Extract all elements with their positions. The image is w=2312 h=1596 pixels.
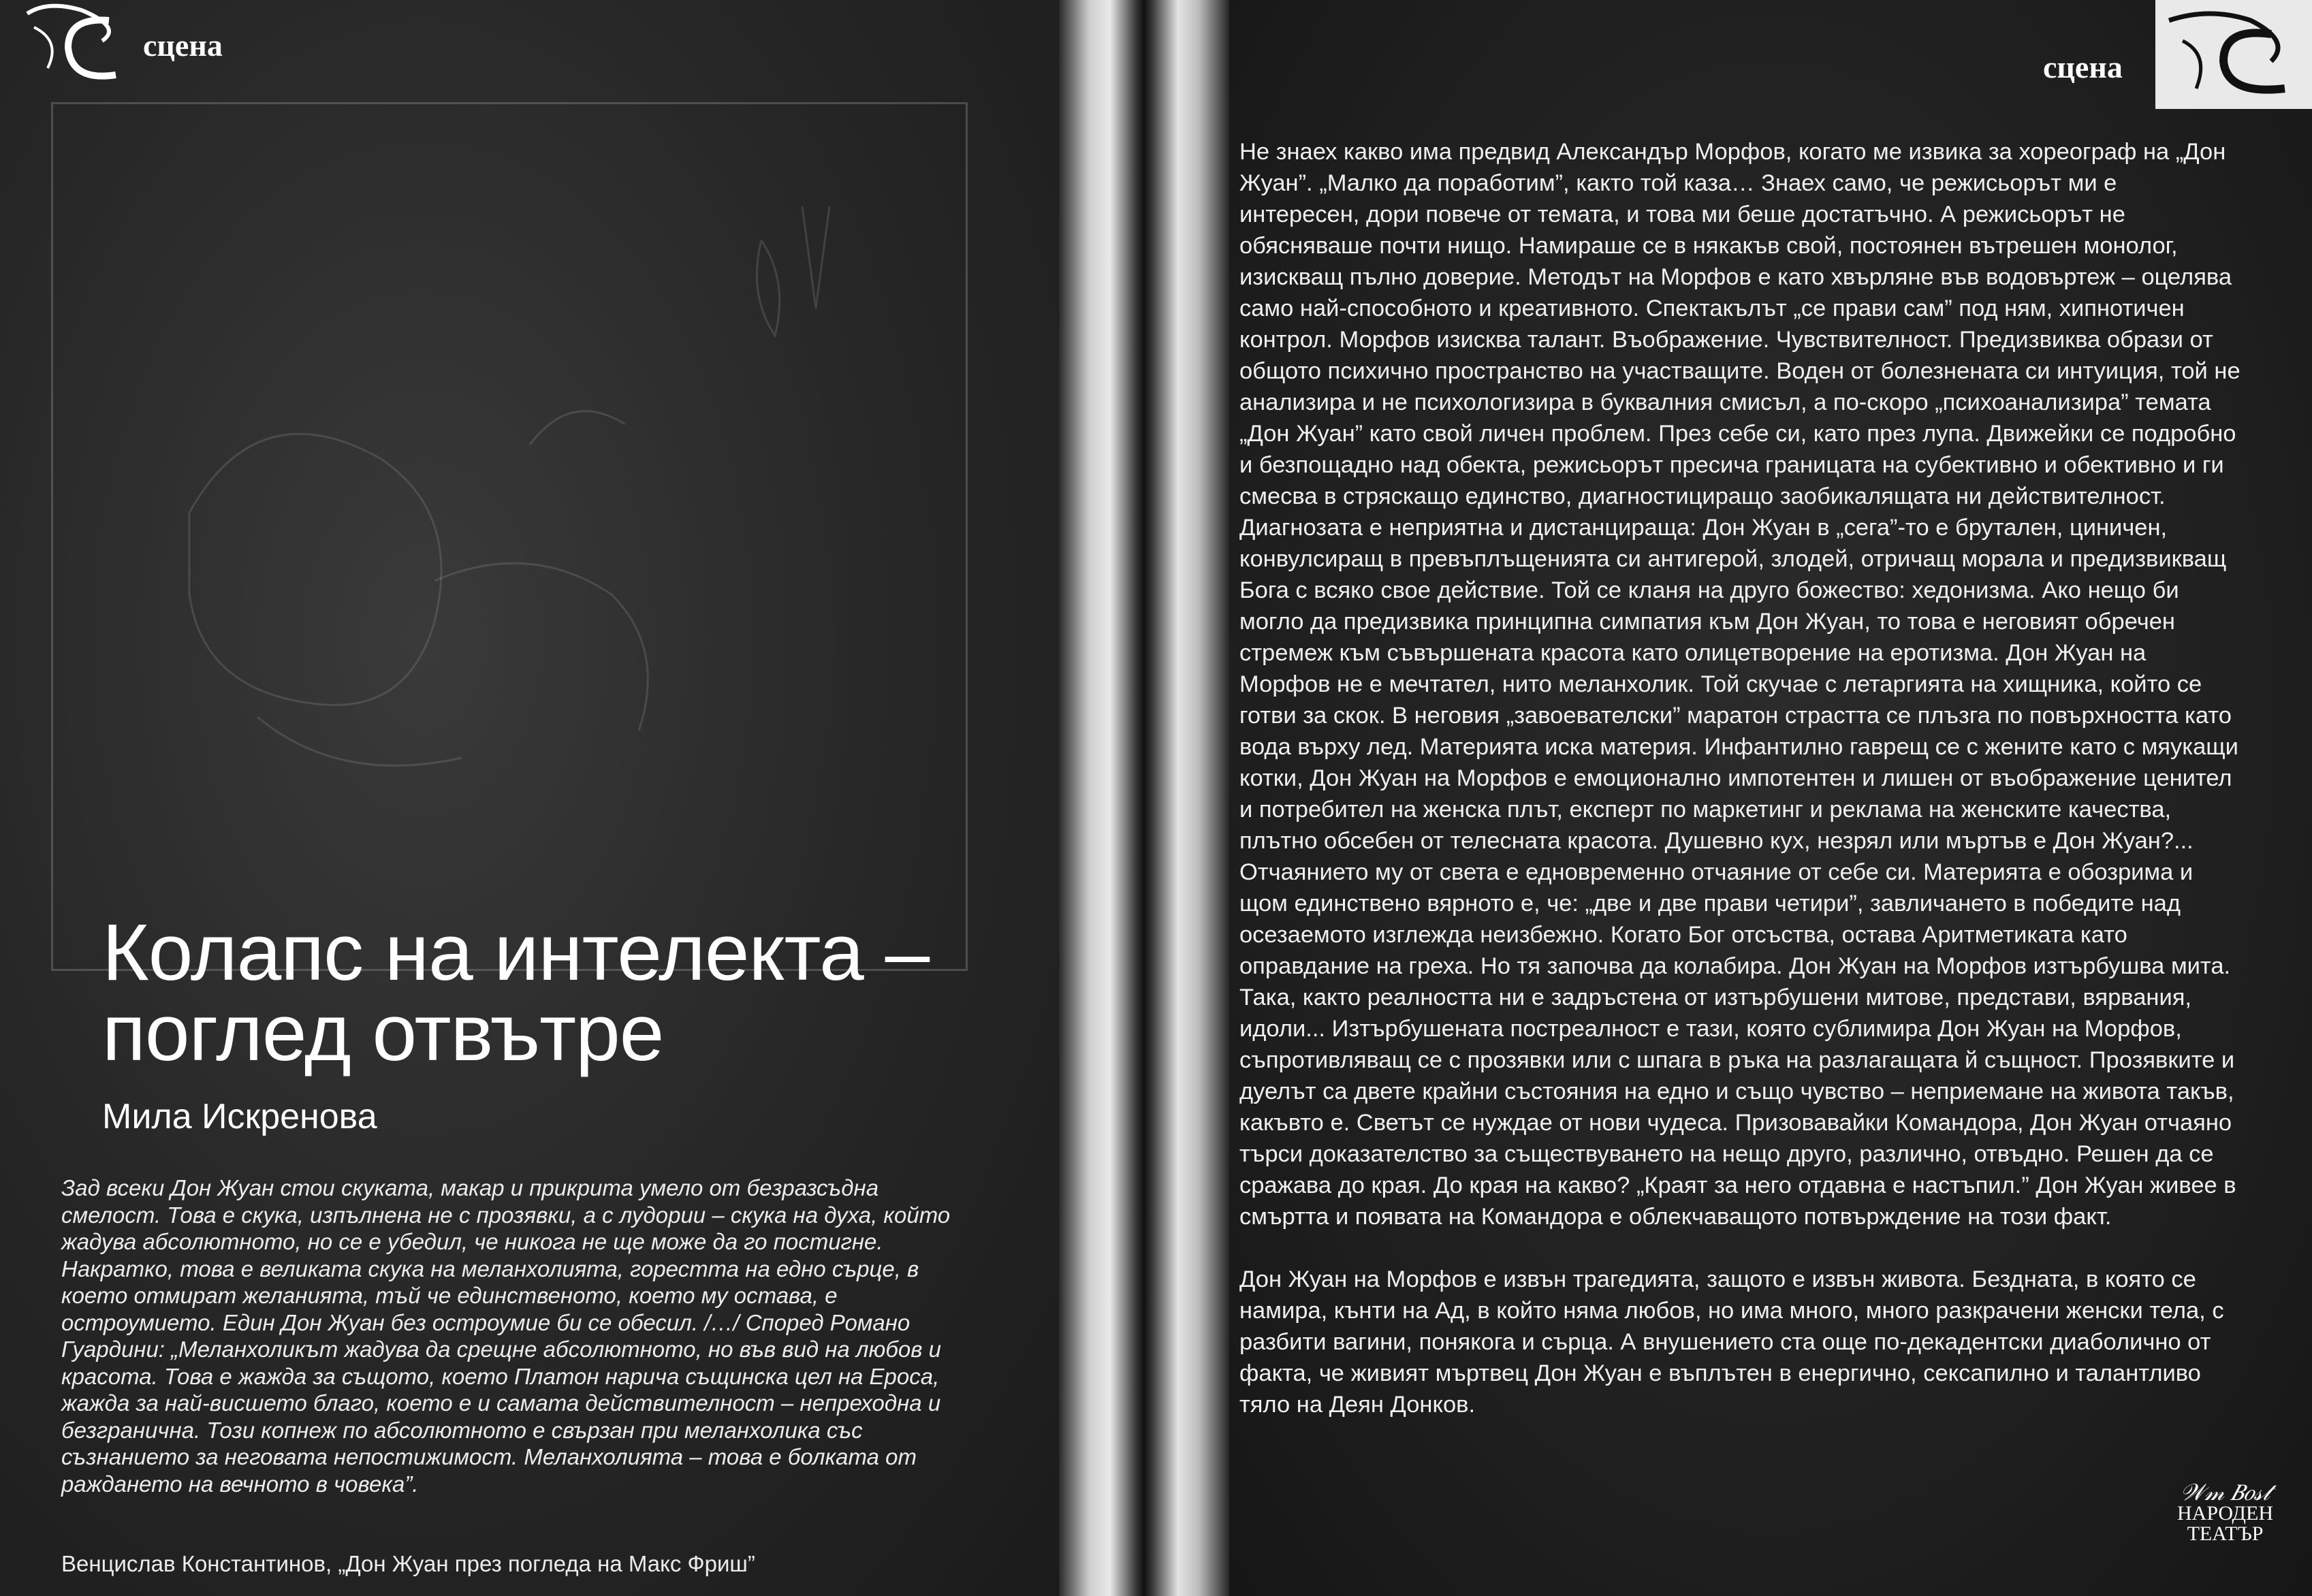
title-line-1: Колапс на интелекта – bbox=[102, 908, 930, 998]
body-paragraph-1: Не знаех какво има предвид Александър Морфов, когато ме извика за хореограф на „Дон Жуан”. „Малко да поработим”, както той каза… Знаех само, че режисьорът ми е интересен, дори повече от темата, и това ми беше достатъчно. А режисьорът не обясняваше почти нищо. Намираше се в някакъв свой, постоянен вътрешен монолог, изискващ пълно доверие. Методът на Морфов е като хвърляне във водовъртеж – оцелява само най-способното и креативното. Спектакълът „се прави сам” под ням, хипнотичен контрол. Морфов изисква талант. Въображение. Чувствителност. Предизвиква образи от общото психично пространство на участващите. Воден от болезнената си интуиция, той не анализира и не психологизира в буквалния смисъл, а по-скоро „психоанализира” темата „Дон Жуан” като свой личен проблем. През себе си, като през лупа. Движейки се подробно и безпощадно над обекта, режисьорът пресича границата на субективно и обективно и ги смесва в стряскащо единство, диагностициращо заобикалящата ни действителност. Диагнозата е неприятна и дистанцираща: Дон Жуан в „сега”-то е брутален, циничен, конвулсиращ в превъплъщенията си антигерой, злодей, отричащ морала и предизвикващ Бога с всяко свое действие. Той се кланя на друго божество: хедонизма. Ако нещо би могло да предизвика принципна симпатия към Дон Жуан, то това е неговият обречен стремеж към съвършената красота като олицетворение на еротизма. Дон Жуан на Морфов не е мечтател, нито меланхолик. Той скучае с летаргията на хищника, който се готви за скок. В неговия „завоевателски” маратон страстта се плъзга по повърхността като вода върху лед. Материята иска материя. Инфантилно гаврещ се с жените като с мяукащи котки, Дон Жуан на Морфов е емоционално импотентен и лишен от въображение ценител и потребител на женска плът, експерт по маркетинг и реклама на женските качества, плътно обсебен от телесната красота. Душевно кух, незрял или мъртъв е Дон Жуан?... Отчаянието му от света е едновременно отчаяние от себе си. Материята е обозрима и щом единствено вярното е, че: „две и две прави четири”, завличането в победите над осезаемото изглежда неизбежно. Когато Бог отсъства, остава Аритметиката като оправдание на греха. Но тя започва да колабира. Дон Жуан на Морфов изтърбушва мита. Така, както реалността ни е задръстена от изтърбушени митове, представи, вярвания, идоли... Изтърбушената постреалност е тази, която сублимира Дон Жуан на Морфов, съпротивляващ се с прозявки или с шпага в ръка на разлагащата й същност. Прозявките и дуелът са двете крайни състояния на едно и също чувство – неприемане на живота такъв, какъвто е. Светът се нуждае от нови чудеса. Призовавайки Командора, Дон Жуан отчаяно търси доказателство за съществуването на нещо друго, различно, отвъдно. Решен да се сражава до края. До края на какво? „Краят за него отдавна е настъпил.” Дон Жуан живее в смъртта и появата на Командора е облекчаващото потвърждение на този факт. bbox=[1239, 139, 2240, 1230]
national-theatre-stamp bbox=[2162, 1480, 2288, 1545]
right-page bbox=[1229, 0, 2312, 1596]
section-label: сцена bbox=[143, 28, 223, 63]
epigraph-source: Венцислав Константинов, „Дон Жуан през погледа на Макс Фриш” bbox=[61, 1551, 755, 1576]
section-label: сцена bbox=[2043, 50, 2123, 84]
stamp-line-2: ТЕАТЪР bbox=[2187, 1522, 2264, 1545]
line-drawing-illustration bbox=[53, 104, 966, 969]
left-page bbox=[0, 0, 1059, 1596]
theatre-logo-icon bbox=[2155, 0, 2312, 109]
article-body bbox=[1229, 136, 2240, 1452]
illustration-frame bbox=[51, 102, 968, 971]
epigraph-quote: Зад всеки Дон Жуан стои скуката, макар и прикрита умело от безразсъдна смелост. Това е скука, изпълнена не с прозявки, а с лудории – скука на духа, който жадува абсолютното, но се е убедил, че никога не ще може да го постигне. Накратко, това е великата скука на меланхолията, горестта на едно сърце, в което отмират желанията, тъй че единственото, което му остава, е остроумието. Един Дон Жуан без остроумие би се обесил. /…/ Според Романо Гуардини: „Меланхоликът жадува да срещне абсолютното, но във вид на любов и красота. Това е жажда за същото, което Платон нарича същинска цел на Ероса, жажда за най-висшето благо, което е и самата действителност – непреходна и безгранична. Този копнеж по абсолютното е свързан при меланхолика със съзнанието за неговата непостижимост. Меланхолията – това е болката от раждането на вечното в човека”. bbox=[61, 1175, 951, 1497]
signature-mark: 𝒲𝓂 𝐵𝑜𝓈𝓉 bbox=[2180, 1480, 2270, 1505]
author-name: Мила Искренова bbox=[102, 1097, 377, 1136]
theatre-logo-icon bbox=[20, 0, 150, 95]
article-title bbox=[102, 908, 1042, 1078]
book-gutter bbox=[1059, 0, 1229, 1596]
stamp-line-1: НАРОДЕН bbox=[2176, 1502, 2273, 1525]
body-paragraph-2: Дон Жуан на Морфов е извън трагедията, защото е извън живота. Бездната, в която се намира, кънти на Ад, в който няма любов, но има много, много разкрачени женски тела, с разбити вагини, понякога и сърца. А внушението ста още по-декадентски диаболично от факта, че живият мъртвец Дон Жуан е въплътен в енергично, сексапилно и талантливо тяло на Деян Донков. bbox=[1239, 1266, 2224, 1418]
title-line-2: поглед отвътре bbox=[102, 988, 664, 1078]
